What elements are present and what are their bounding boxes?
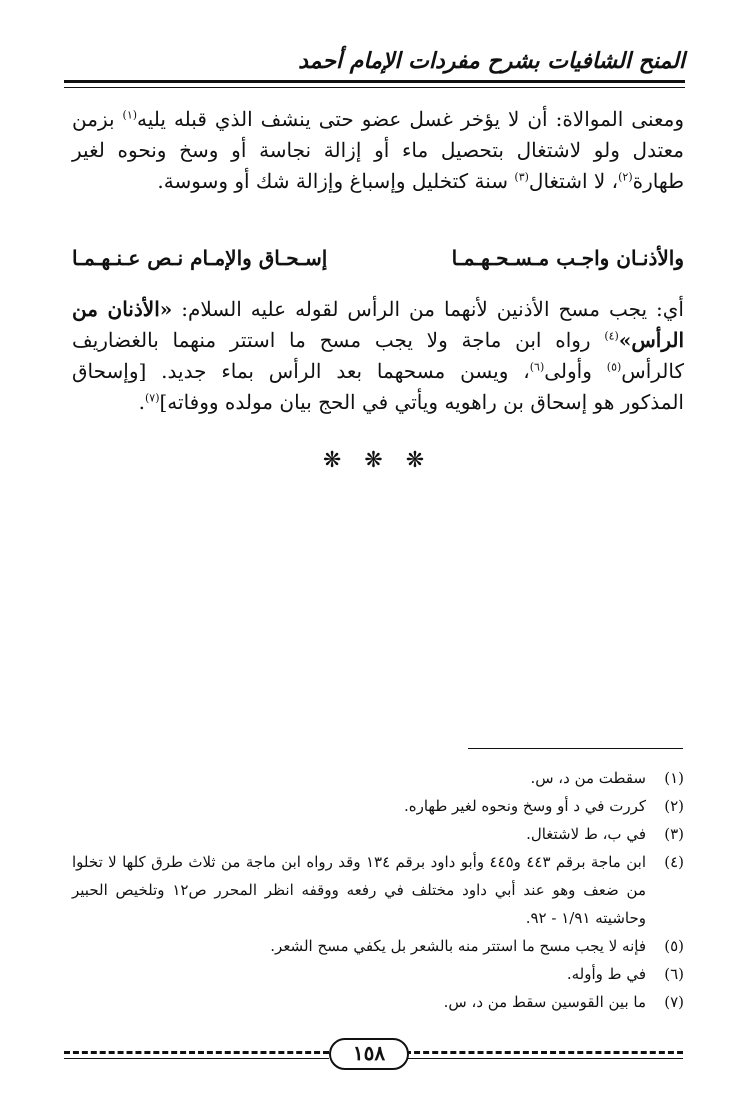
p1-text-c: ، لا اشتغال — [528, 169, 619, 193]
p2-text-b: رواه ابن ماجة ولا يجب مسح ما استتر منهما بالغضاريف كالرأس — [72, 328, 684, 383]
p2-text-d: ، ويسن مسحهما بعد الرأس بماء جديد. [وإسحاق المذكور هو إسحاق بن راهويه ويأتي في الحج بيان مولده ووفاته] — [72, 359, 684, 414]
footnote-item — [72, 932, 684, 960]
footnote-marker-3: (٣) — [514, 170, 529, 184]
footnote-number: (٣) — [664, 825, 684, 843]
footnote-item — [72, 792, 684, 820]
verse-second-hemistich: إسـحـاق والإمـام نـص عـنـهـمـا — [72, 246, 328, 270]
footnote-marker-5: (٥) — [606, 360, 622, 374]
header-rule-thin — [64, 87, 685, 88]
footnote-number: (٥) — [664, 937, 684, 955]
poem-verse — [72, 246, 684, 270]
footnote-marker-1: (١) — [122, 108, 138, 122]
footnote-marker-4: (٤) — [604, 329, 619, 343]
footnote-text: سقطت من د، س. — [530, 769, 646, 787]
footnote-item — [72, 848, 684, 932]
footnote-text: في ب، ط لاشتغال. — [526, 825, 646, 843]
page-number: ١٥٨ — [329, 1038, 409, 1070]
footer-dashed-rule-right — [405, 1051, 683, 1054]
footnote-separator-rule — [468, 748, 683, 749]
footnote-number: (٧) — [664, 993, 684, 1011]
footnote-number: (٢) — [664, 797, 684, 815]
footnote-number: (٤) — [664, 853, 684, 871]
hadith-quote: «الأذنان من الرأس» — [72, 297, 684, 352]
running-header-title: المنح الشافيات بشرح مفردات الإمام أحمد — [298, 48, 685, 74]
footnote-number: (١) — [664, 769, 684, 787]
footnote-marker-7: (٧) — [144, 391, 160, 405]
footnote-text: كررت في د أو وسخ ونحوه لغير طهاره. — [403, 797, 646, 815]
paragraph-muwalat — [72, 104, 684, 197]
p1-text-d: سنة كتخليل وإسباغ وإزالة شك أو وسوسة. — [157, 169, 515, 193]
p1-text-b: بزمن معتدل ولو لاشتغال بتحصيل ماء أو إزالة نجاسة أو وسخ ونحوه لغير طهارة — [72, 107, 684, 193]
footnotes-list — [72, 764, 684, 1016]
header-rule-thick — [64, 80, 685, 83]
footnote-text: ابن ماجة برقم ٤٤٣ و٤٤٥ وأبو داود برقم ١٣٤ وقد رواه ابن ماجة من ثلاث طرق كلها لا تخلوا من ضعف وهو عند أبي داود مختلف في رفعه ووقفه انظر المحرر ص١٢ وتلخيص الحبير وحاشيته ١/٩١ - ٩٢. — [72, 853, 647, 927]
footnote-item — [72, 988, 684, 1016]
p2-text-a: أي: يجب مسح الأذنين لأنهما من الرأس لقوله عليه السلام: — [172, 297, 684, 321]
p2-text-c: وأولى — [544, 359, 607, 383]
section-separator-stars: ❋ ❋ ❋ — [322, 448, 433, 473]
footnote-number: (٦) — [664, 965, 684, 983]
footnote-text: فإنه لا يجب مسح ما استتر منه بالشعر بل يكفي مسح الشعر. — [270, 937, 646, 955]
footnote-marker-2: (٢) — [618, 170, 633, 184]
paragraph-ears-commentary — [72, 294, 684, 418]
footer-rule-left — [64, 1058, 329, 1059]
footer-rule-right — [405, 1058, 683, 1059]
footnote-text: ما بين القوسين سقط من د، س. — [443, 993, 646, 1011]
footnote-item — [72, 764, 684, 792]
footnote-item — [72, 820, 684, 848]
p1-text-a: ومعنى الموالاة: أن لا يؤخر غسل عضو حتى ينشف الذي قبله يليه — [137, 107, 684, 131]
footnote-item — [72, 960, 684, 988]
verse-first-hemistich: والأذنـان واجـب مـسـحـهـمـا — [451, 246, 684, 270]
p2-text-e: . — [138, 390, 145, 414]
footnote-text: في ط وأوله. — [566, 965, 646, 983]
footer-dashed-rule-left — [64, 1051, 329, 1054]
footnote-marker-6: (٦) — [529, 360, 545, 374]
